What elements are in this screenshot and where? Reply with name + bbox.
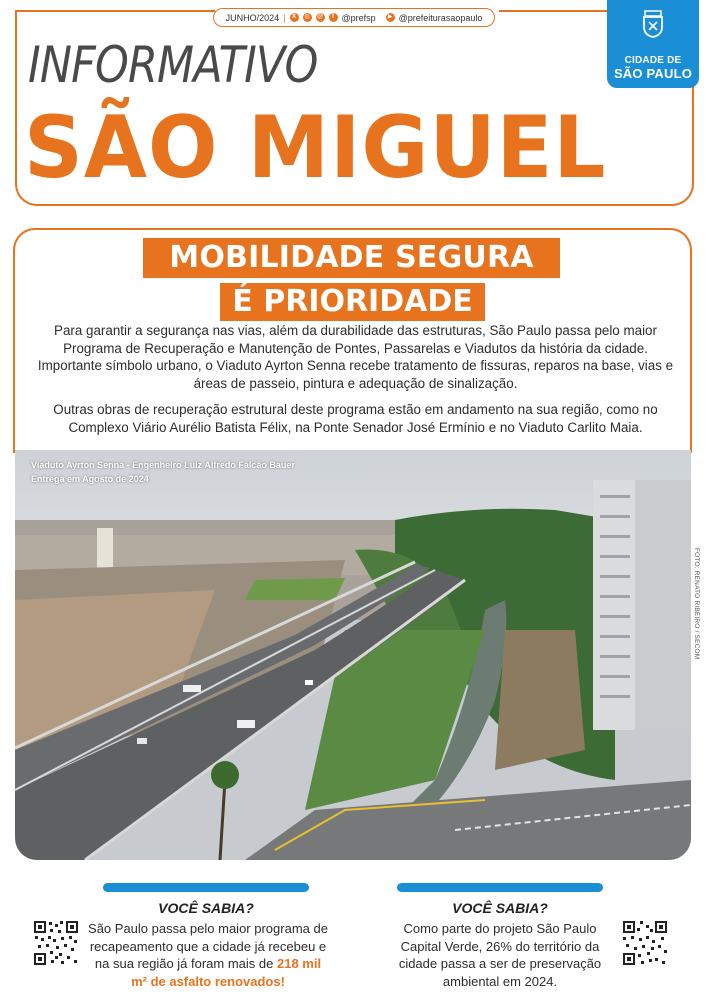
asphalt-highlight: 218 mil m² de asfalto renovados! xyxy=(131,956,322,989)
article-paragraph-1: Para garantir a segurança nas vias, além da durabilidade das estruturas, São Paulo passa pelo maior Programa de Recuperação e Manutenção de Pontes, Passarelas e Viadutos da história da cidade. Importante símbolo urbano, o Viaduto Ayrton Senna recebe tratamento de fissuras, reparos na base, vias e áreas de passeio, pintura e adequação de sinalização. xyxy=(37,323,674,391)
article-paragraph-2: Outras obras de recuperação estrutural deste programa estão em andamento na sua região, como no Complexo Viário Aurélio Batista Félix, na Ponte Senador José Ermínio e no Viaduto Carlito Maia. xyxy=(53,402,658,435)
instagram-icon[interactable]: ◎ xyxy=(304,14,310,20)
threads-icon[interactable]: @ xyxy=(317,14,323,20)
issue-date: JUNHO/2024 xyxy=(225,12,280,23)
did-you-know-bar-right xyxy=(397,883,603,892)
badge-line2: SÃO PAULO xyxy=(613,66,693,81)
did-you-know-title-right: VOCÊ SABIA? xyxy=(452,900,548,916)
title-informativo: INFORMATIVO xyxy=(28,36,318,94)
did-you-know-text-left: São Paulo passa pelo maior programa de recapeamento que a cidade já recebeu e na sua região já foram mais de 218 mil m² de asfalto renovados! xyxy=(88,921,328,989)
title-sao-miguel: SÃO MIGUEL xyxy=(24,98,607,198)
photo-credit: FOTO: RENATO RIBEIRO / SECOM xyxy=(693,548,700,660)
photo-caption xyxy=(31,458,295,486)
did-you-know-text-right: Como parte do projeto São Paulo Capital Verde, 26% do território da cidade passa a ser de preservação ambiental em 2024. xyxy=(398,921,602,989)
did-you-know-title-left: VOCÊ SABIA? xyxy=(158,900,254,916)
qr-code-left[interactable] xyxy=(33,920,79,966)
city-crest-icon xyxy=(641,9,665,39)
x-icon[interactable]: X xyxy=(290,13,299,22)
youtube-handle[interactable]: @prefeiturasaopaulo xyxy=(398,12,483,23)
social-handle[interactable]: @prefsp xyxy=(341,12,376,23)
badge-line1: CIDADE DE xyxy=(624,55,682,66)
viaduct-photo xyxy=(15,450,691,860)
meta-info-pill: JUNHO/2024 | X ◎ @ f @prefsp ▶ @prefeiturasaopaulo xyxy=(213,8,495,27)
youtube-icon[interactable]: ▶ xyxy=(386,13,395,22)
did-you-know-bar-left xyxy=(103,883,309,892)
caption-line1: Viaduto Ayrton Senna - Engenheiro Luiz Alfredo Falcão Bauer xyxy=(31,460,295,470)
city-logo-badge[interactable] xyxy=(607,0,699,88)
qr-code-right[interactable] xyxy=(622,920,668,966)
caption-line2: Entrega em Agosto de 2024 xyxy=(31,474,149,484)
headline-line1: MOBILIDADE SEGURA xyxy=(143,238,560,278)
facebook-icon[interactable]: f xyxy=(329,13,338,22)
headline-line2: É PRIORIDADE xyxy=(220,283,485,321)
